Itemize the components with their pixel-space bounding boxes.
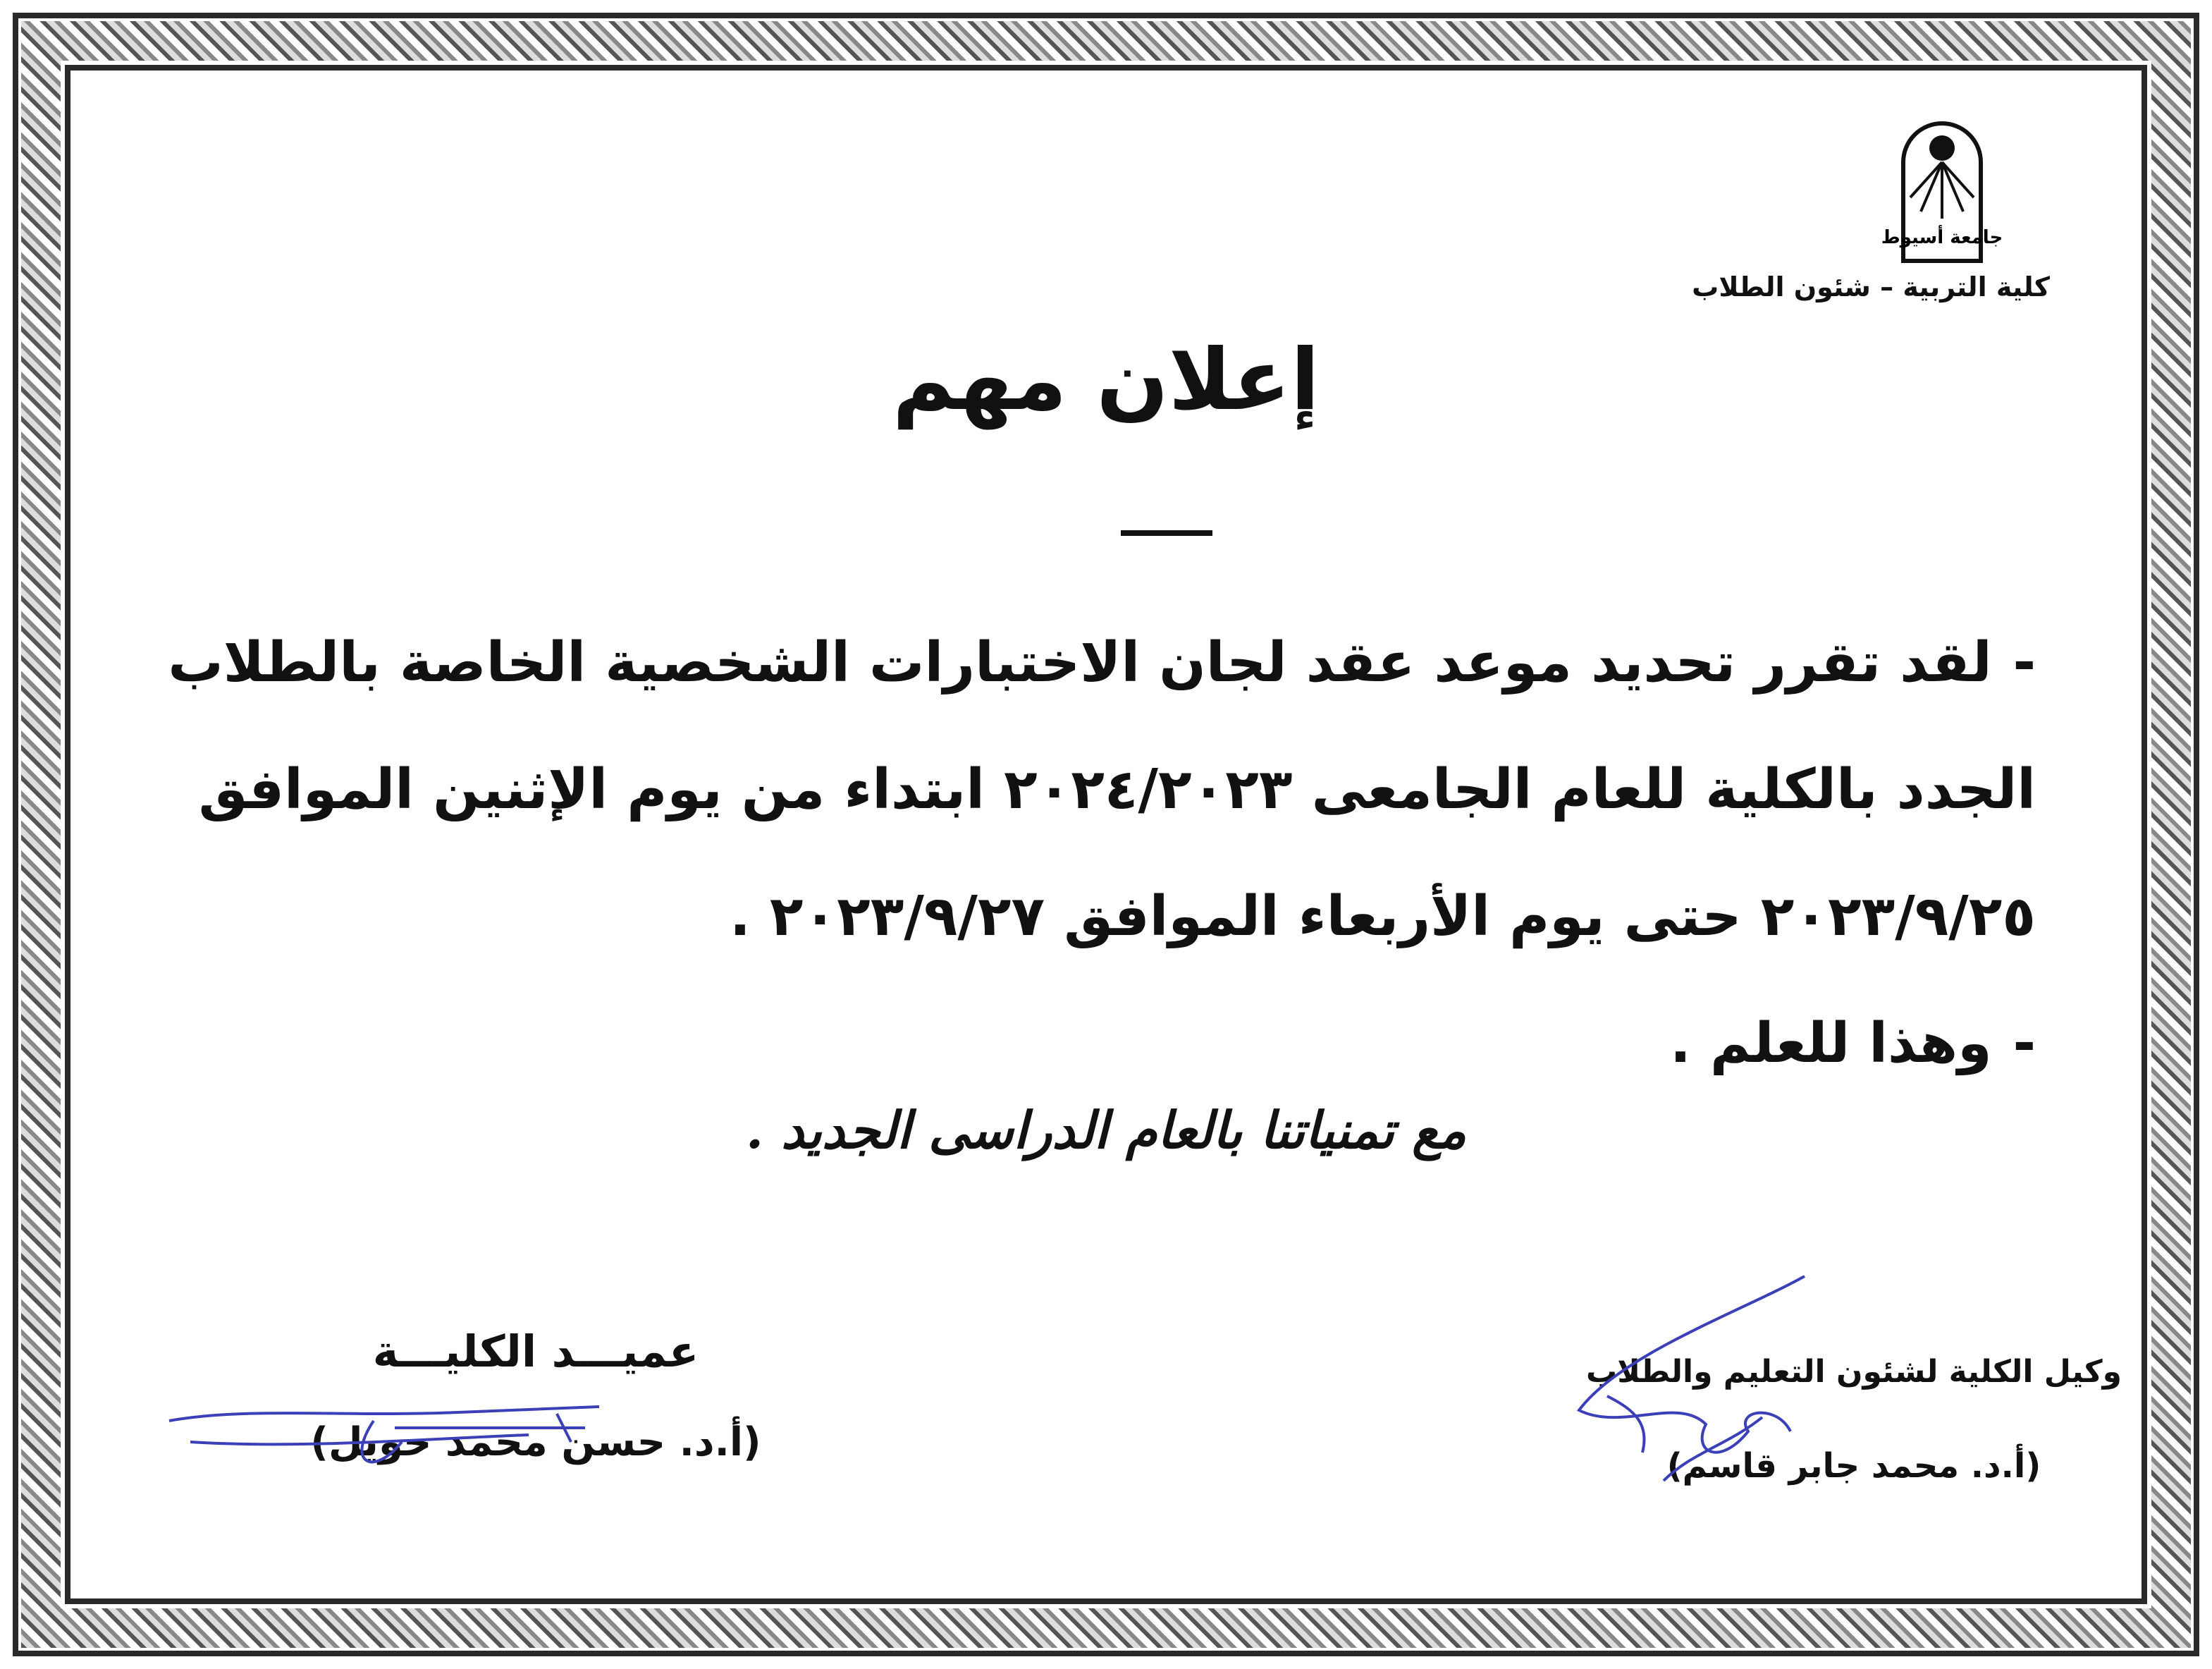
bullet: -: [2013, 631, 2036, 695]
body-line: -وهذا للعلم .: [154, 980, 2036, 1107]
vice-dean-signature-scribble: [1565, 1269, 1833, 1495]
signature-title: وكيل الكلية لشئون التعليم والطلاب: [1586, 1354, 2122, 1390]
dean-signature-scribble: [162, 1400, 641, 1484]
signature-name: (أ.د. محمد جابر قاسم): [1666, 1446, 2041, 1486]
closing-line: مع تمنياتنا بالعام الدراسى الجديد .: [745, 1100, 1467, 1160]
title-divider: [1121, 530, 1212, 536]
signature-name: (أ.د. حسن محمد حويل): [310, 1419, 761, 1465]
university-logo-icon: [1881, 113, 2003, 268]
paragraph-1: [154, 599, 2043, 980]
logo-text: جامعة أسيوط: [1881, 227, 2003, 248]
paragraph-2: [154, 980, 2043, 1107]
bullet: -: [2013, 1012, 2036, 1075]
signature-title: عميـــد الكليـــة: [372, 1326, 699, 1377]
announcement-title: إعلان مهم: [892, 331, 1320, 429]
body-line: -لقد تقرر تحديد موعد عقد لجان الاختبارات الشخصية الخاصة بالطلاب: [154, 599, 2036, 726]
announcement-body: [154, 599, 2043, 1107]
body-line: ٢٠٢٣/٩/٢٥ حتى يوم الأربعاء الموافق ٢٠٢٣/٩/٢٧ .: [730, 885, 2036, 948]
body-line: الجدد بالكلية للعام الجامعى ٢٠٢٤/٢٠٢٣ ابتداء من يوم الإثنين الموافق: [198, 758, 2036, 821]
org-line: كلية التربية – شئون الطلاب: [1692, 271, 2050, 302]
